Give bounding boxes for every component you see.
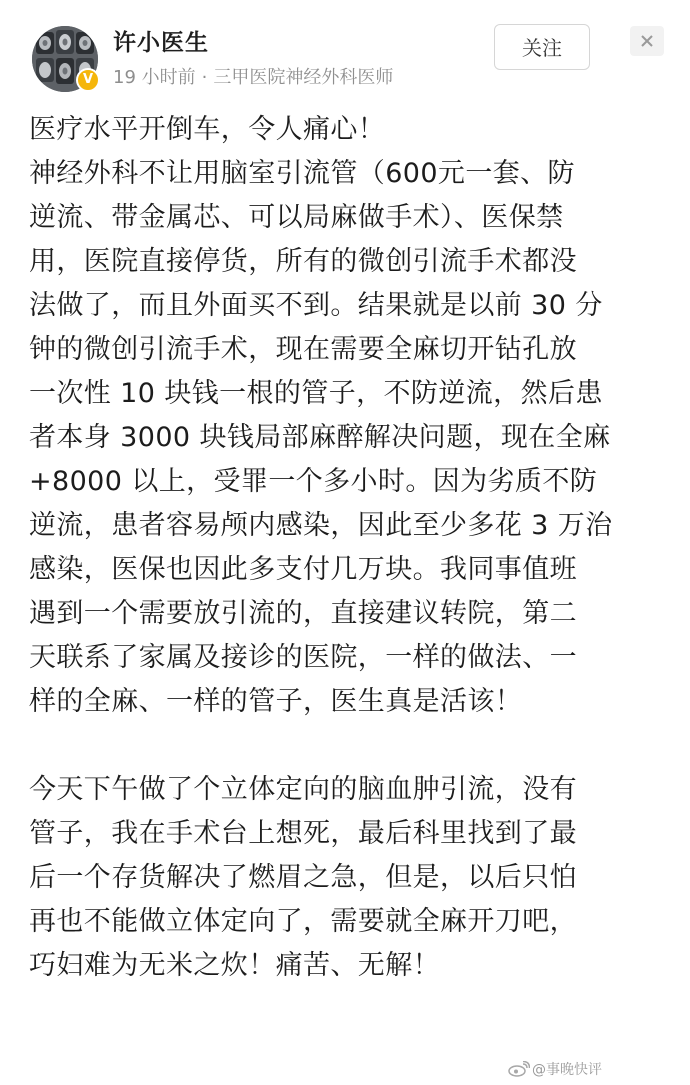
- post-line: 样的全麻、一样的管子，医生真是活该！: [29, 686, 523, 717]
- close-icon: [630, 26, 664, 56]
- post-line: 巧妇难为无米之炊！痛苦、无解！: [29, 950, 440, 981]
- meta-separator: ·: [201, 67, 208, 88]
- post-line: 逆流、带金属芯、可以局麻做手术）、医保禁: [29, 202, 564, 233]
- close-button[interactable]: [630, 26, 664, 56]
- username[interactable]: 许小医生: [113, 30, 209, 56]
- verified-badge-icon: V: [76, 68, 100, 92]
- watermark: [508, 1058, 602, 1080]
- weibo-logo-icon: [508, 1061, 530, 1077]
- post-time: 19 小时前: [113, 67, 196, 88]
- post-line: +8000 以上，受罪一个多小时。因为劣质不防: [29, 466, 598, 497]
- post-header: [0, 0, 690, 100]
- post-body: [29, 108, 669, 988]
- post-line: 钟的微创引流手术，现在需要全麻切开钻孔放: [29, 334, 577, 365]
- post-line: 感染，医保也因此多支付几万块。我同事值班: [29, 554, 577, 585]
- post-line: 管子，我在手术台上想死，最后科里找到了最: [29, 818, 577, 849]
- paragraph-gap: [29, 724, 669, 768]
- post-line: 医疗水平开倒车，令人痛心！: [29, 114, 386, 145]
- follow-button[interactable]: 关注: [494, 24, 590, 70]
- post-line: 者本身 3000 块钱局部麻醉解决问题，现在全麻: [29, 422, 611, 453]
- post-meta: [113, 63, 393, 89]
- post-line: 天联系了家属及接诊的医院，一样的做法、一: [29, 642, 577, 673]
- post-line: 神经外科不让用脑室引流管（600元一套、防: [29, 158, 575, 189]
- watermark-text: @事晚快评: [532, 1062, 602, 1078]
- post-line: 后一个存货解决了燃眉之急，但是，以后只怕: [29, 862, 577, 893]
- post-line: 法做了，而且外面买不到。结果就是以前 30 分: [29, 290, 603, 321]
- user-bio: 三甲医院神经外科医师: [213, 67, 394, 88]
- post-line: 用，医院直接停货，所有的微创引流手术都没: [29, 246, 577, 277]
- post-line: 再也不能做立体定向了，需要就全麻开刀吧，: [29, 906, 577, 937]
- post-line: 一次性 10 块钱一根的管子，不防逆流，然后患: [29, 378, 603, 409]
- post-line: 逆流，患者容易颅内感染，因此至少多花 3 万治: [29, 510, 613, 541]
- post-line: 遇到一个需要放引流的，直接建议转院，第二: [29, 598, 577, 629]
- post-line: 今天下午做了个立体定向的脑血肿引流，没有: [29, 774, 577, 805]
